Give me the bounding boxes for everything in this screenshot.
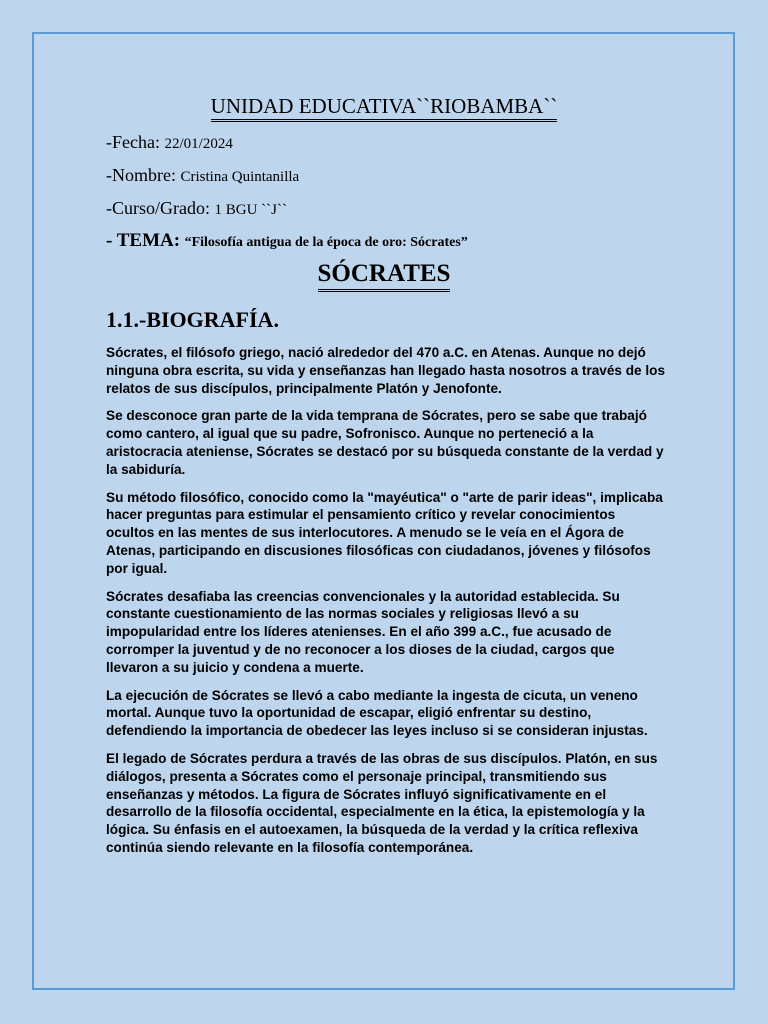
curso-label: -Curso/Grado: [106, 198, 210, 218]
section-heading: 1.1.-BIOGRAFÍA. [106, 307, 279, 332]
curso-field [106, 198, 287, 219]
curso-value: 1 BGU ``J`` [214, 202, 287, 218]
nombre-field [106, 165, 299, 186]
nombre-value: Cristina Quintanilla [180, 169, 300, 185]
paragraph: Su método filosófico, conocido como la "mayéutica" o "arte de parir ideas", implicaba hacer preguntas para estimular el pensamiento crítico y revelar conocimientos ocultos en las mentes de sus interlocutores. A menudo se le veía en el Ágora de Atenas, participando en discusiones filosóficas con ciudadanos, jóvenes y filósofos por igual. [106, 489, 663, 576]
biography-body [106, 344, 666, 867]
tema-value: “Filosofía antigua de la época de oro: Sócrates” [184, 235, 468, 250]
paragraph: Sócrates, el filósofo griego, nació alrededor del 470 a.C. en Atenas. Aunque no dejó ninguna obra escrita, su vida y enseñanzas han llegado hasta nosotros a través de los relatos de sus discípulos, principalmente Platón y Jenofonte. [106, 345, 666, 396]
paragraph: El legado de Sócrates perdura a través de las obras de sus discípulos. Platón, en sus diálogos, presenta a Sócrates como el personaje principal, transmitiendo sus enseñanzas y métodos. La figura de Sócrates influyó significativamente en el desarrollo de la filosofía occidental, especialmente en la ética, la epistemología y la lógica. Su énfasis en el autoexamen, la búsqueda de la verdad y la crítica reflexiva continúa siendo relevante en la filosofía contemporánea. [106, 750, 658, 855]
page-title-text: SÓCRATES [318, 260, 451, 292]
fecha-label: -Fecha: [106, 132, 160, 152]
nombre-label: -Nombre: [106, 165, 176, 185]
school-name-text: UNIDAD EDUCATIVA``RIOBAMBA`` [211, 94, 558, 122]
page-title [0, 260, 768, 288]
paragraph: Sócrates desafiaba las creencias convencionales y la autoridad establecida. Su constante cuestionamiento de las normas sociales y religiosas llevó a su impopularidad entre los líderes atenienses. En el año 399 a.C., fue acusado de corromper la juventud y de no reconocer a los dioses de la ciudad, cargos que llevaron a su juicio y condena a muerte. [106, 588, 620, 675]
school-name [0, 94, 768, 119]
fecha-field [106, 132, 233, 153]
paragraph: La ejecución de Sócrates se llevó a cabo mediante la ingesta de cicuta, un veneno mortal. Aunque tuvo la oportunidad de escapar, eligió enfrentar su destino, defendiendo la importancia de obedecer las leyes incluso si se consideran injustas. [106, 687, 648, 739]
fecha-value: 22/01/2024 [164, 136, 233, 152]
tema-field [106, 230, 468, 252]
tema-label: - TEMA: [106, 230, 181, 251]
paragraph: Se desconoce gran parte de la vida temprana de Sócrates, pero se sabe que trabajó como cantero, al igual que su padre, Sofronisco. Aunque no perteneció a la aristocracia ateniense, Sócrates se destacó por su búsqueda constante de la verdad y la sabiduría. [106, 408, 664, 477]
